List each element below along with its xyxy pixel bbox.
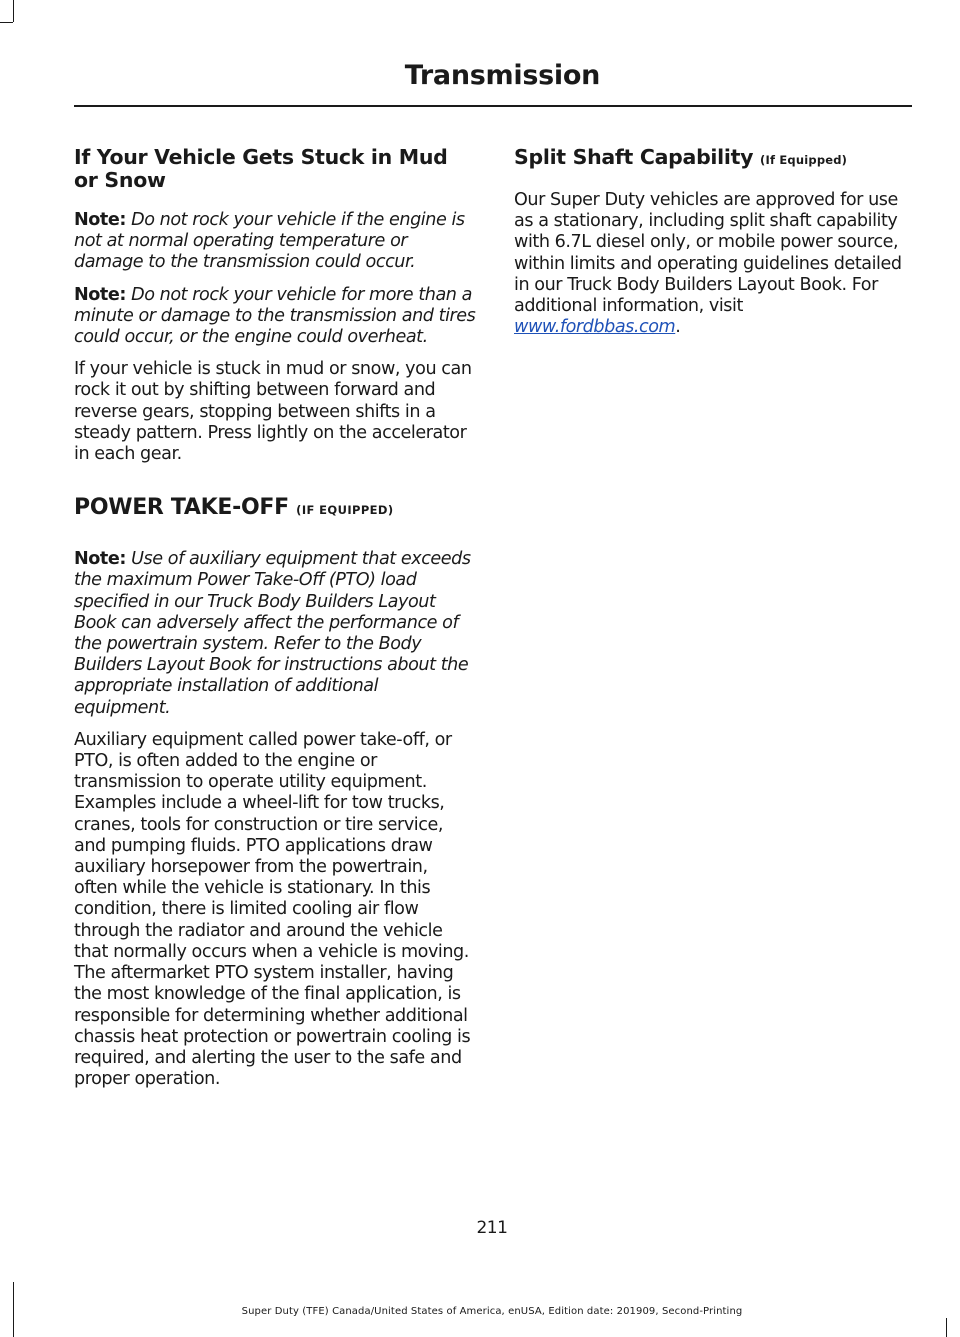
note-pto-load	[74, 549, 476, 719]
split-shaft-heading	[514, 146, 906, 172]
crop-mark	[13, 0, 14, 22]
footer-edition-info: Super Duty (TFE) Canada/United States of America, enUSA, Edition date: 201909, Second-Printing	[241, 1306, 743, 1317]
right-column	[514, 146, 906, 349]
crop-mark	[0, 22, 13, 23]
page-number: 211	[476, 1218, 508, 1238]
pto-body: Auxiliary equipment called power take-off, or PTO, is often added to the engine or transmission to operate utility equipment. Examples include a wheel-lift for tow trucks, cranes, tools for construction or tire service, and pumping fluids. PTO applications draw auxiliary horsepower from the powertrain, often while the vehicle is stationary. In this condition, there is limited cooling air flow through the radiator and around the vehicle that normally occurs when a vehicle is moving. The aftermarket PTO system installer, having the most knowledge of the final application, is responsible for determining whether additional chassis heat protection or powertrain cooling is required, and alerting the user to the safe and proper operation.	[74, 729, 471, 1090]
fordbbas-link[interactable]: www.fordbbas.com	[514, 317, 676, 338]
left-column	[74, 146, 476, 1101]
stuck-in-mud-heading: If Your Vehicle Gets Stuck in Mud or Snow	[74, 145, 448, 192]
power-take-off-heading	[74, 495, 476, 523]
subsection-title: Split Shaft Capability	[514, 145, 754, 169]
stuck-in-mud-body: If your vehicle is stuck in mud or snow, you can rock it out by shifting between forward and reverse gears, stopping between shifts in a steady pattern. Press lightly on the accelerator in each gear.	[74, 359, 472, 465]
page-header-title: Transmission	[404, 60, 600, 91]
section-title: POWER TAKE-OFF	[74, 495, 289, 521]
note-text: Do not rock your vehicle if the engine is not at normal operating temperature or damage to the transmission could occur.	[74, 210, 465, 273]
note-text: Do not rock your vehicle for more than a minute or damage to the transmission and tires could occur, or the engine could overheat.	[74, 284, 476, 348]
note-label: Note:	[74, 549, 126, 570]
subsection-qualifier: (If Equipped)	[760, 153, 848, 167]
note-text: Use of auxiliary equipment that exceeds the maximum Power Take-Off (PTO) load specified in our Truck Body Builders Layout Book can adversely affect the performance of the powertrain system. Refer to the Body Builders Layout Book for instructions about the appropriate installation of additional equipment.	[74, 549, 471, 718]
split-shaft-end: .	[675, 317, 681, 338]
note-rock-duration	[74, 285, 476, 349]
note-rock-temperature	[74, 210, 476, 274]
note-label: Note:	[74, 284, 126, 305]
section-qualifier: (IF EQUIPPED)	[296, 503, 394, 518]
split-shaft-text: Our Super Duty vehicles are approved for use as a stationary, including split shaft capability with 6.7L diesel only, or mobile power source, within limits and operating guidelines detailed in our Truck Body Builders Layout Book. For additional information, visit	[514, 190, 902, 317]
split-shaft-body	[514, 190, 906, 338]
note-label: Note:	[74, 210, 126, 230]
header-divider	[74, 105, 912, 107]
